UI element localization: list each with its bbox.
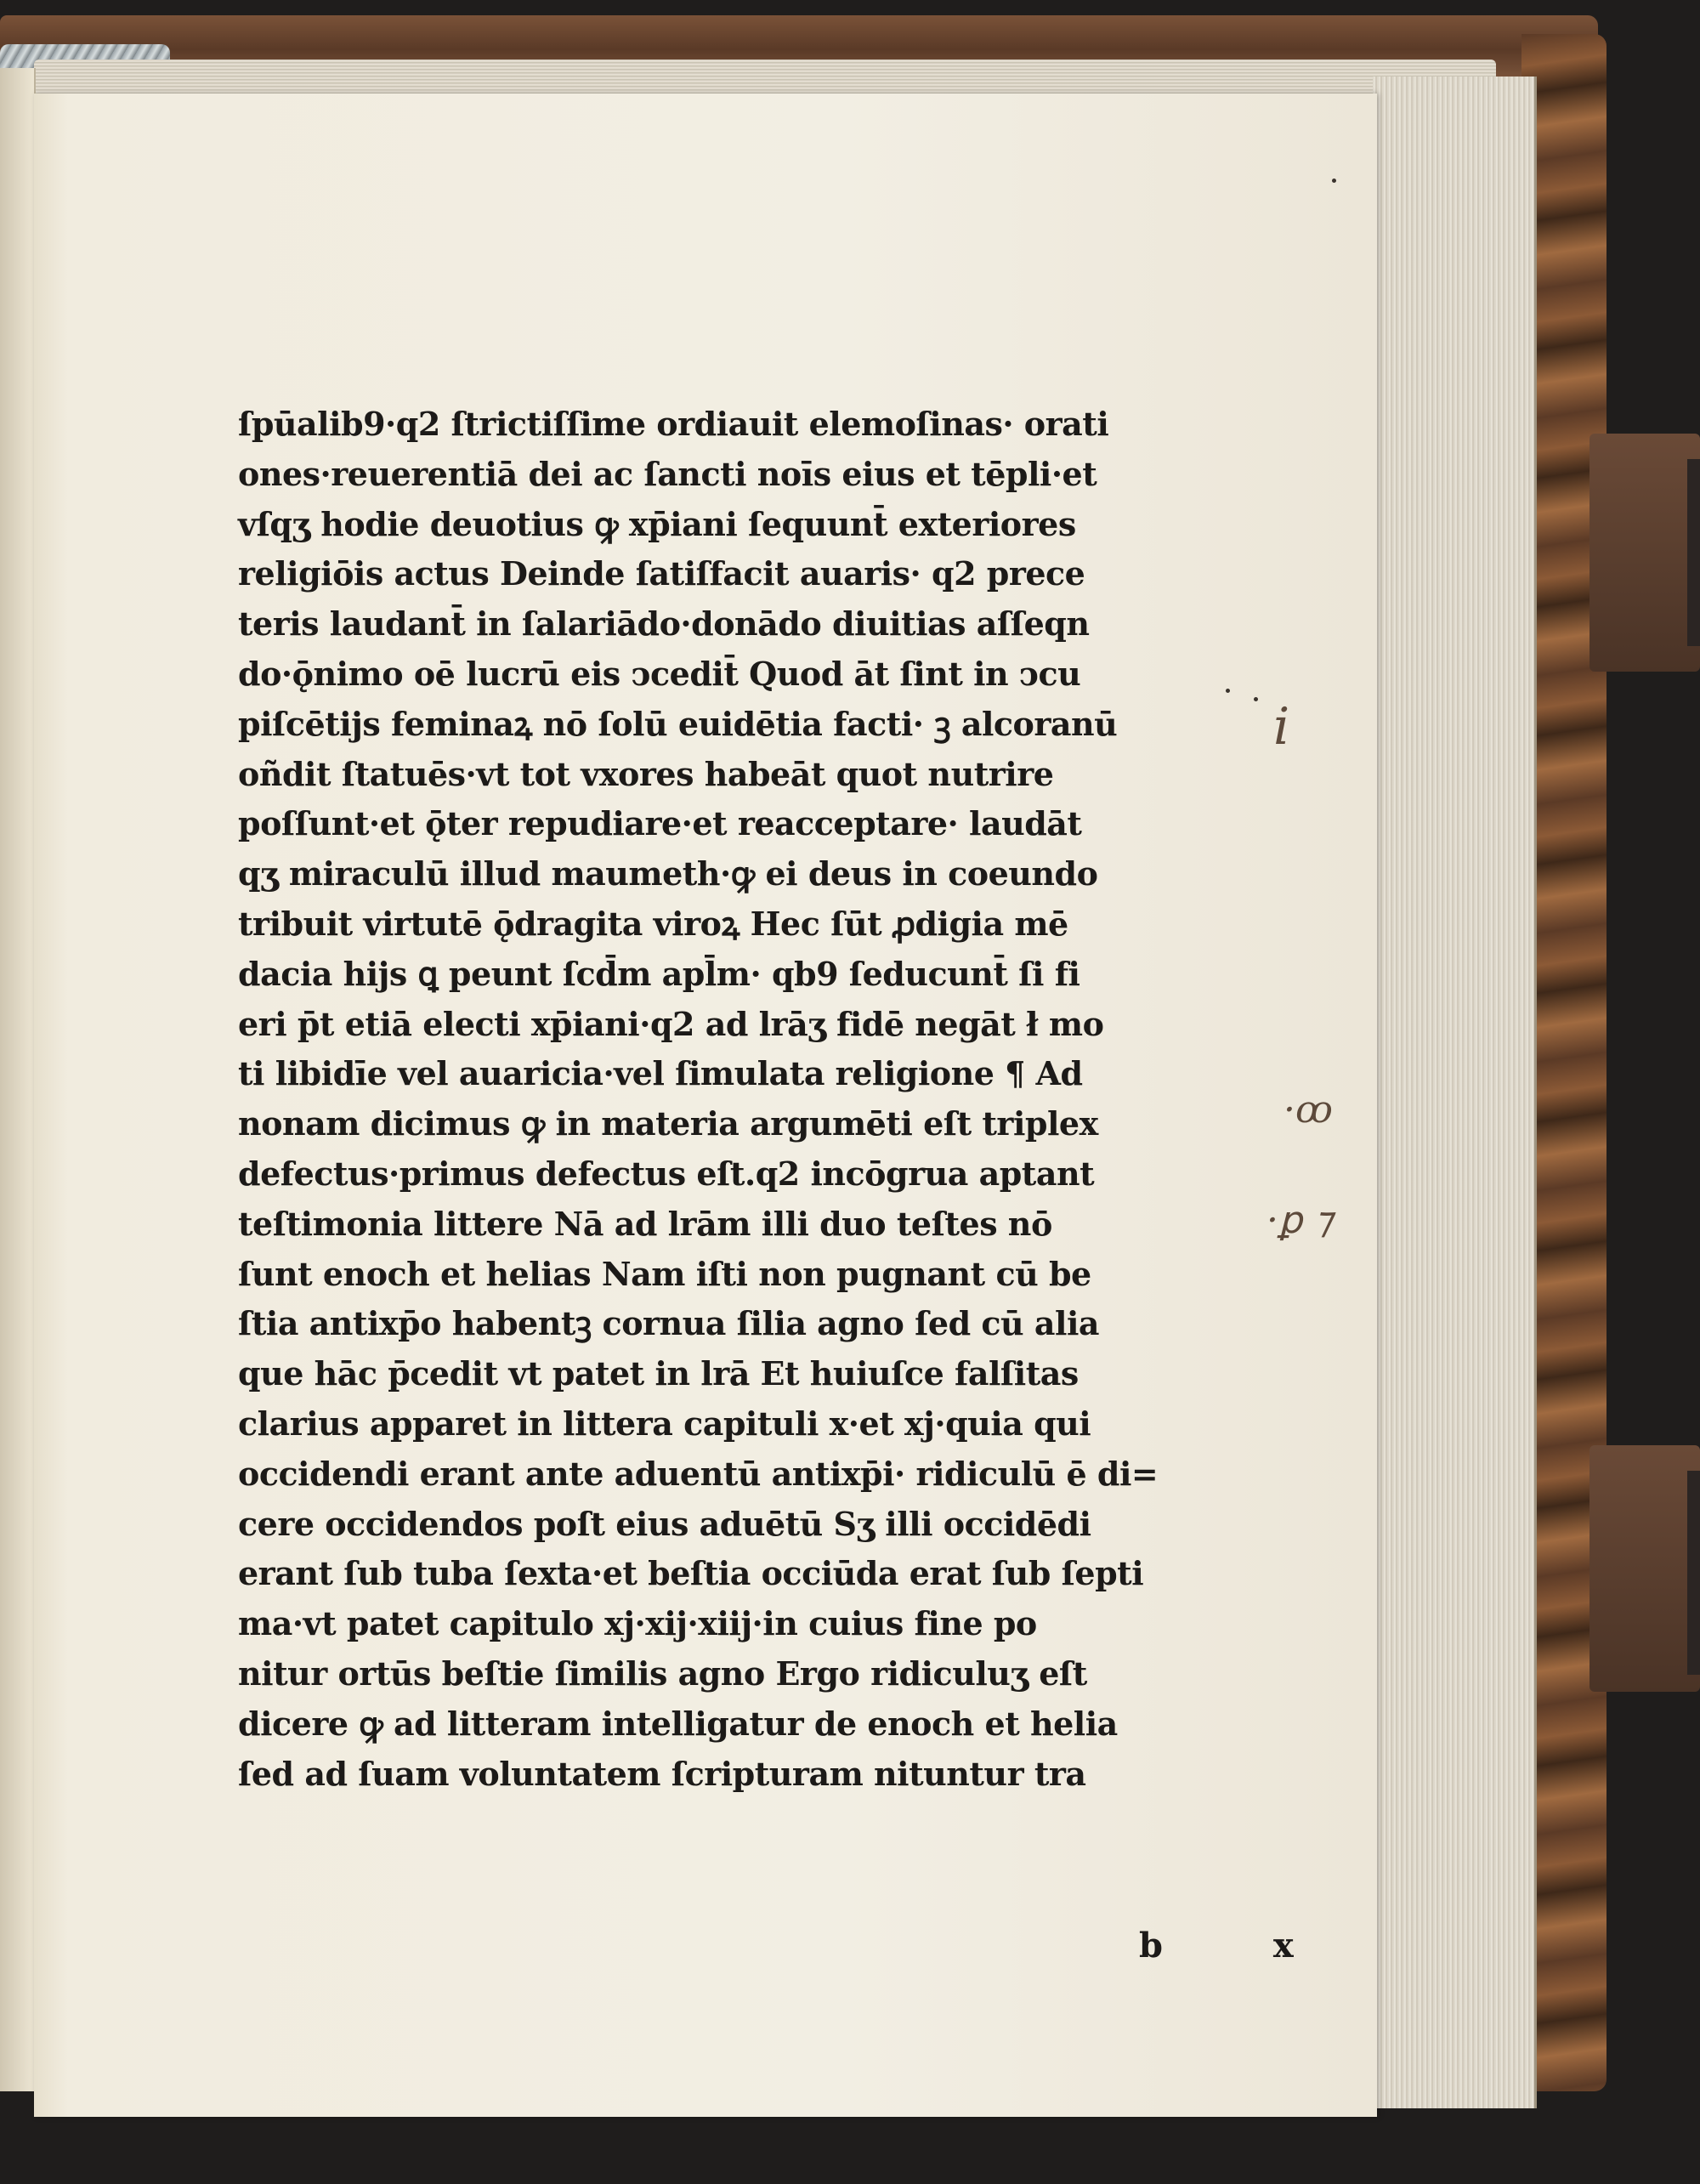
text-line: dacia hijs ꝗ peunt ſcd̄m apl̄m· qb9 ſeducunt̄ ſi fi [238,954,1080,993]
page-fore-edge [1373,77,1537,2108]
text-line: ones·reuerentiā dei ac ſancti noīs eius et tēpli·et [238,454,1097,493]
text-line: piſcētijs feminaꝝ nō ſolū euidētia facti· ꝫ alcoranū [238,704,1118,743]
text-line: ti libidīe vel auaricia·vel ſimulata religione ¶ Ad [238,1054,1083,1093]
clasp-lower [1687,1471,1700,1675]
marginal-annotation: ·ꝑ ⁊ [1266,1199,1333,1242]
text-line: religiōis actus Deinde ſatiſfacit auaris· q2 prece [238,554,1085,593]
text-line: ſed ad ſuam voluntatem ſcripturam nituntur tra [238,1754,1086,1793]
verso-page-sliver [0,68,36,2091]
text-line: eri p̄t etiā electi xp̄iani·q2 ad lrāʒ fidē negāt ł mo [238,1004,1104,1043]
text-line: dicere ꝙ ad litteram intelligatur de enoch et helia [238,1704,1118,1743]
text-line: ſpūalib9·q2 ſtrictiſſime ordiauit elemoſinas· orati [238,405,1109,443]
text-line: teſtimonia littere Nā ad lrām illi duo teſtes nō [238,1204,1052,1243]
clasp-upper [1687,459,1700,646]
text-line: oñdit ſtatuēs·vt tot vxores habeāt quot nutrire [238,754,1054,793]
text-line: teris laudant̄ in ſalariādo·donādo diuitias aſſeqn [238,604,1090,644]
signature-mark: b x [1139,1926,1343,1966]
clasp-strap-upper [1590,434,1700,672]
ink-speck [1254,697,1258,701]
text-block [238,400,1266,1799]
text-line: tribuit virtutē ǭdragita viroꝝ Hec ſūt ꝓdigia mē [238,904,1068,943]
text-line: do·ǭnimo oē lucrū eis ↄcedit̄ Quod āt ſint in ↄcu [238,654,1081,693]
marginal-annotation: ⅰ [1273,697,1290,757]
page-top-edge [34,60,1496,98]
text-line: poſſunt·et ǭter repudiare·et reacceptare· laudāt [238,804,1082,843]
text-line: defectus·primus defectus eſt.q2 incōgrua aptant [238,1154,1095,1193]
ink-speck [1332,179,1336,183]
clasp-strap-lower [1590,1445,1700,1692]
text-line: qʒ miraculū illud maumeth·ꝙ ei deus in coeundo [238,854,1098,893]
text-line: clarius apparet in littera capituli x·et xj·quia qui [238,1404,1091,1443]
text-line: que hāc p̄cedit vt patet in lrā Et huiuſce falſitas [238,1354,1079,1393]
text-line: nonam dicimus ꝙ in materia argumēti eſt triplex [238,1104,1098,1143]
text-line: vſqʒ hodie deuotius ꝙ xp̄iani ſequunt̄ exteriores [238,504,1076,543]
text-line: ma·vt patet capitulo xj·xij·xiij·in cuius fine po [238,1604,1037,1643]
text-line: cere occidendos poſt eius aduētū Sʒ illi occidēdi [238,1504,1091,1543]
marginal-annotation: ·ꝏ [1284,1088,1333,1132]
recto-page [34,94,1377,2117]
ink-speck [1226,689,1230,693]
text-line: ſtia antixp̄o habentꝫ cornua ſilia agno ſed cū alia [238,1304,1099,1343]
text-line: nitur ortūs beſtie ſimilis agno Ergo ridiculuʒ eſt [238,1654,1087,1693]
text-line: ſunt enoch et helias Nam iſti non pugnant cū be [238,1254,1091,1293]
text-line: erant ſub tuba ſexta·et beſtia occiūda erat ſub ſepti [238,1554,1144,1593]
text-line: occidendi erant ante aduentū antixp̄i· ridiculū ē di= [238,1454,1159,1493]
